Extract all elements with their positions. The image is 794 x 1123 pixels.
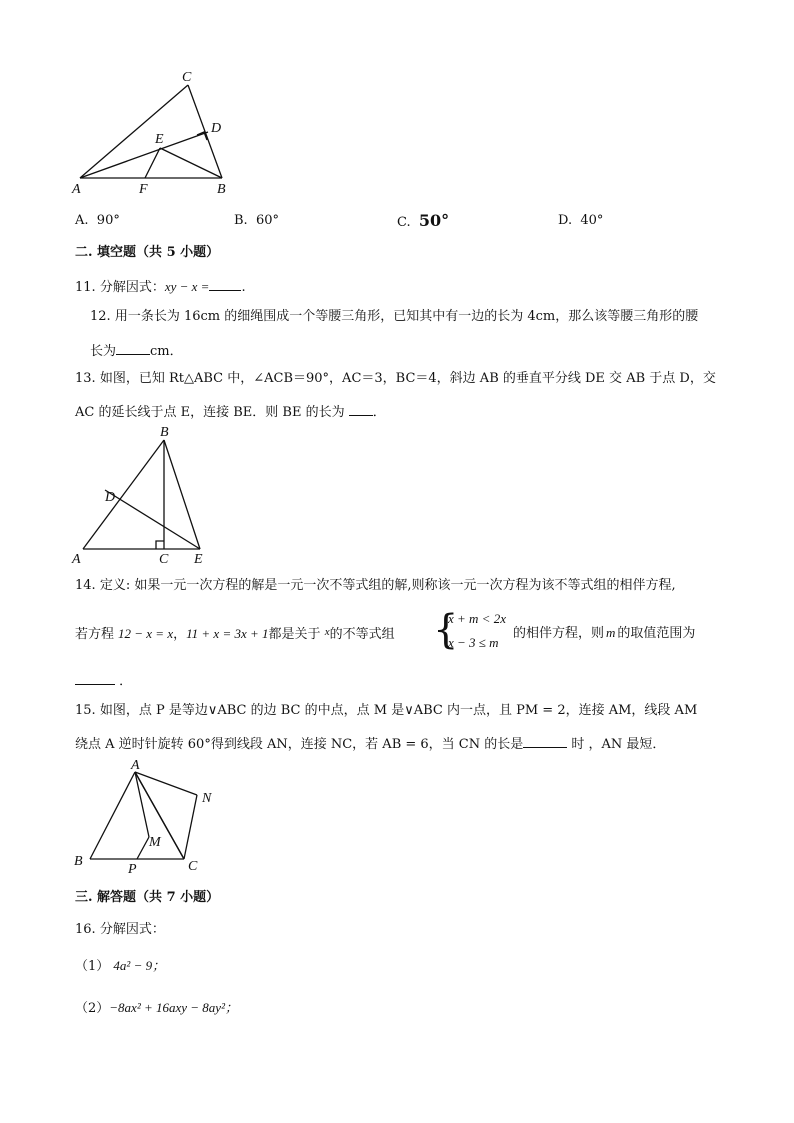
fig3-label-n: N bbox=[202, 791, 212, 806]
question-16-part-1: （1） 4a² − 9； bbox=[75, 958, 166, 974]
figure-triangle-abc-def bbox=[60, 65, 260, 195]
option-b: B. 60° bbox=[234, 213, 279, 228]
fig2-label-b: B bbox=[160, 425, 169, 440]
question-15-line1: 15. 如图，点 P 是等边∨ABC 的边 BC 的中点，点 M 是∨ABC 内一点，且 PM = 2，连接 AM，线段 AM bbox=[75, 703, 698, 718]
question-12-line1: 12. 用一条长为 16cm 的细绳围成一个等腰三角形，已知其中有一边的长为 4cm，那么该等腰三角形的腰 bbox=[90, 309, 699, 324]
figure-equilateral-abc-mn bbox=[70, 760, 240, 875]
fig3-label-m: M bbox=[149, 835, 161, 850]
section-title-answer: 三. 解答题（共 7 小题） bbox=[75, 890, 220, 905]
fig2-label-c: C bbox=[159, 552, 169, 567]
fig1-label-e: E bbox=[155, 132, 164, 147]
fig3-label-b: B bbox=[74, 854, 83, 869]
inequality-brace: { bbox=[433, 607, 459, 653]
fig3-label-a: A bbox=[131, 758, 140, 773]
question-11: 11. 分解因式：xy − x = . bbox=[75, 279, 246, 295]
question-16-part-2: （2）−8ax² + 16axy − 8ay²； bbox=[75, 1000, 238, 1016]
option-c: C. 50° bbox=[397, 211, 450, 230]
fig1-label-c: C bbox=[182, 70, 192, 85]
question-14-line2: 若方程 12 − x = x，11 + x = 3x + 1都是关于 $^x$的不等式组 bbox=[75, 626, 395, 642]
fig2-label-d: D bbox=[105, 490, 116, 505]
fig1-label-d: D bbox=[211, 121, 222, 136]
question-13-line2: AC 的延长线于点 E，连接 BE．则 BE 的长为 ． bbox=[75, 405, 386, 420]
fig2-label-a: A bbox=[72, 552, 81, 567]
fig1-label-b: B bbox=[217, 182, 226, 197]
fig1-label-a: A bbox=[72, 182, 81, 197]
question-15-line2: 绕点 A 逆时针旋转 60°得到线段 AN，连接 NC，若 AB = 6，当 CN 的长是 时 ，AN 最短． bbox=[75, 737, 666, 752]
figure-right-triangle-abce bbox=[65, 425, 225, 565]
fig3-label-p: P bbox=[128, 862, 137, 877]
inequality-1: x + m < 2x bbox=[448, 611, 506, 626]
section-title-fill-in: 二. 填空题（共 5 小题） bbox=[75, 245, 220, 260]
question-14-line1: 14. 定义: 如果一元一次方程的解是一元一次不等式组的解,则称该一元一次方程为该不等式组的相伴方程, bbox=[75, 578, 676, 593]
fig2-label-e: E bbox=[194, 552, 203, 567]
fig3-label-c: C bbox=[188, 859, 198, 874]
question-14-line3: ． bbox=[75, 672, 132, 690]
inequality-2: x − 3 ≤ m bbox=[448, 635, 499, 650]
question-16: 16. 分解因式： bbox=[75, 922, 165, 937]
option-a: A. 90° bbox=[75, 213, 120, 228]
question-14-line2-end: 的相伴方程，则 m 的取值范围为 bbox=[513, 625, 696, 641]
question-12-line2: 长为 cm． bbox=[90, 344, 183, 359]
question-13-line1: 13. 如图，已知 Rt△ABC 中，∠ACB＝90°，AC＝3，BC＝4，斜边 AB 的垂直平分线 DE 交 AB 于点 D，交 bbox=[75, 371, 716, 386]
fig1-label-f: F bbox=[139, 182, 148, 197]
option-d: D. 40° bbox=[558, 213, 604, 228]
